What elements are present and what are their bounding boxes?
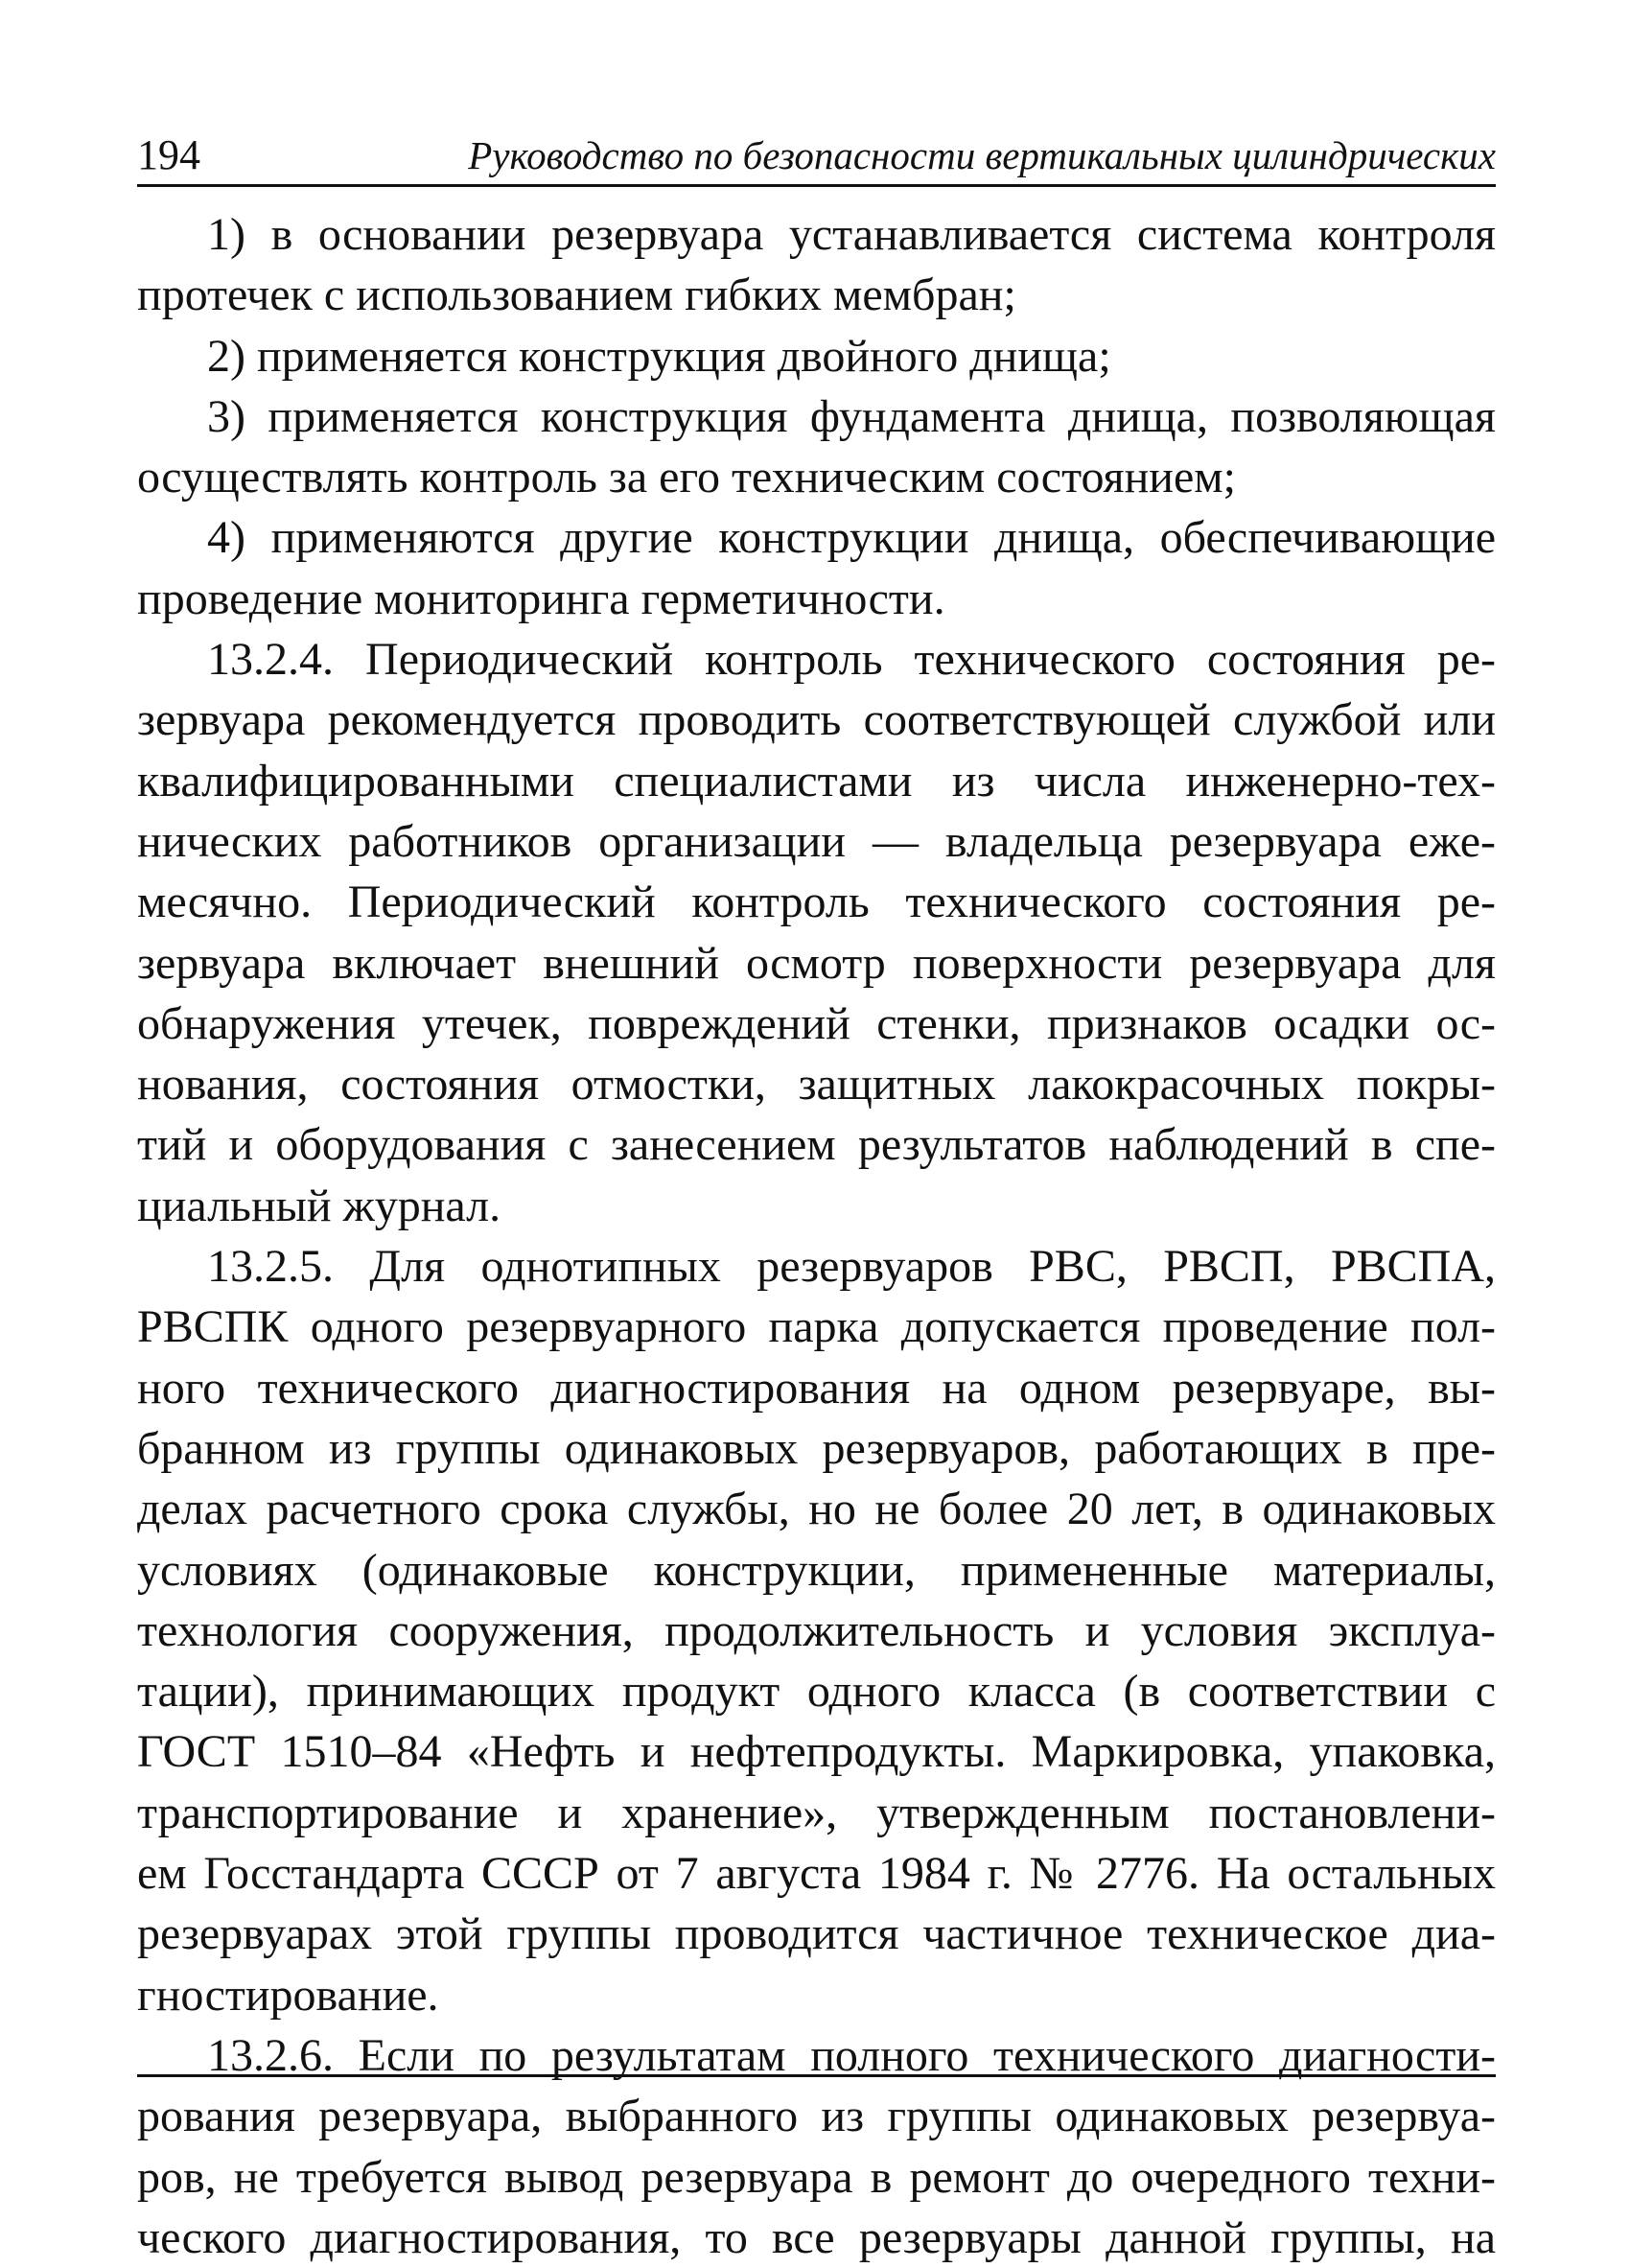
text-line: протечек с использованием гибких мембран; <box>137 269 1016 321</box>
text-line: циальный журнал. <box>137 1180 501 1231</box>
text-line: проведение мониторинга герметичности. <box>137 573 945 624</box>
text-line: 13.2.6. Если по результатам полного технического диагности- <box>207 2029 1496 2081</box>
text-line: бранном из группы одинаковых резервуаров, работающих в пре- <box>137 1422 1496 1474</box>
text-line: 13.2.5. Для однотипных резервуаров РВС, РВСП, РВСПА, <box>207 1241 1496 1293</box>
text-line: нования, состояния отмостки, защитных лакокрасочных покры- <box>137 1059 1496 1111</box>
text-line: транспортирование и хранение», утвержденным постановлени- <box>137 1787 1496 1838</box>
text-line: месячно. Периодический контроль технического состояния ре- <box>137 877 1496 928</box>
text-line: ГОСТ 1510–84 «Нефть и нефтепродукты. Маркировка, упаковка, <box>137 1726 1496 1778</box>
text-line: ем Госстандарта СССР от 7 августа 1984 г. № 2776. На остальных <box>137 1848 1496 1900</box>
text-line: 13.2.4. Периодический контроль технического состояния ре- <box>207 634 1496 686</box>
text-line: рования резервуара, выбранного из группы одинаковых резервуа- <box>137 2091 1496 2142</box>
text-line: ров, не требуется вывод резервуара в ремонт до очередного техни- <box>137 2151 1496 2203</box>
text-line: 3) применяется конструкция фундамента днища, позволяющая <box>207 390 1496 442</box>
text-line: ческого диагностирования, то все резервуары данной группы, на <box>137 2211 1496 2263</box>
bottom-rule <box>137 2074 1496 2077</box>
text-line: тий и оборудования с занесением результатов наблюдений в спе- <box>137 1119 1496 1171</box>
text-line: ного технического диагностирования на одном резервуаре, вы- <box>137 1362 1496 1414</box>
text-line: осуществлять контроль за его техническим состоянием; <box>137 452 1236 503</box>
text-line: нических работников организации — владельца резервуара еже- <box>137 815 1496 867</box>
page-number: 194 <box>137 131 200 178</box>
text-line: резервуарах этой группы проводится частичное техническое диа- <box>137 1908 1496 1960</box>
text-line: РВСПК одного резервуарного парка допускается проведение пол- <box>137 1301 1496 1353</box>
text-line: зервуара рекомендуется проводить соответствующей службой или <box>137 694 1496 746</box>
text-line: обнаружения утечек, повреждений стенки, признаков осадки ос- <box>137 997 1496 1049</box>
text-line: 1) в основании резервуара устанавливается система контроля <box>207 209 1496 260</box>
text-line: тации), принимающих продукт одного класса (в соответствии с <box>137 1666 1496 1718</box>
text-line: технология сооружения, продолжительность и условия эксплуа- <box>137 1604 1496 1656</box>
body-text <box>137 204 1496 2268</box>
text-line: квалифицированными специалистами из числа инженерно-тех- <box>137 755 1496 807</box>
text-line: делах расчетного срока службы, но не более 20 лет, в одинаковых <box>137 1484 1496 1535</box>
text-line: гностирование. <box>137 1969 439 2021</box>
text-line: условиях (одинаковые конструкции, примененные материалы, <box>137 1544 1496 1596</box>
text-line: 4) применяются другие конструкции днища, обеспечивающие <box>207 512 1496 564</box>
running-title: Руководство по безопасности вертикальных цилиндрических <box>468 133 1496 177</box>
running-header <box>137 125 1496 187</box>
text-line: 2) применяется конструкция двойного днища; <box>207 330 1111 382</box>
text-line: зервуара включает внешний осмотр поверхности резервуара для <box>137 937 1496 989</box>
